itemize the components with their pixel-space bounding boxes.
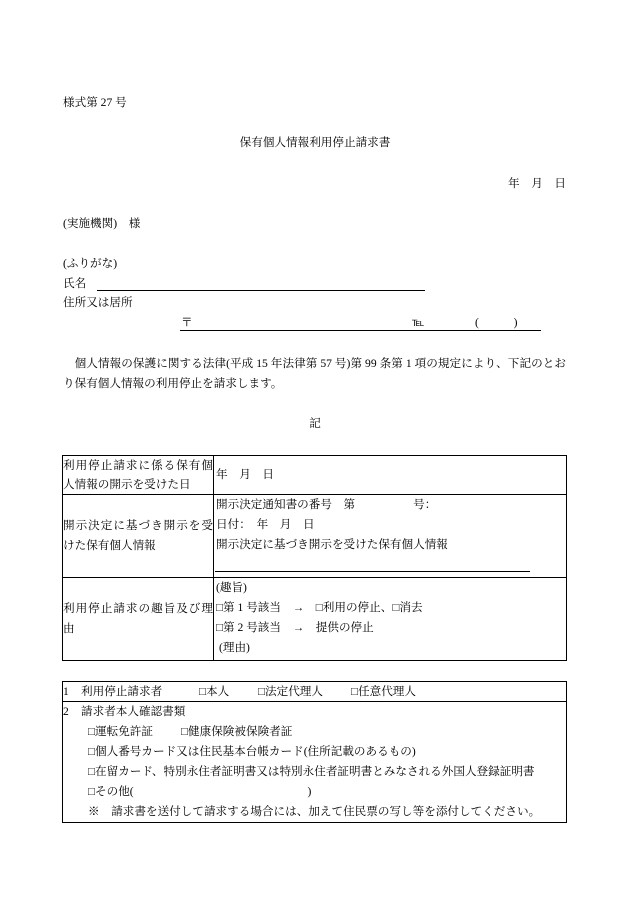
arrow-icon: →: [292, 621, 305, 634]
details-table: [62, 455, 567, 661]
id-documents-label: 請求者本人確認書類: [81, 705, 186, 718]
mail-request-note: ※ 請求書を送付して請求する場合には、加えて住民票の写し等を添付してください。: [88, 805, 541, 818]
record-heading: 記: [309, 417, 321, 430]
address-field[interactable]: [180, 330, 541, 331]
item-2-result: 提供の停止: [315, 621, 374, 634]
checkbox-my-number-card[interactable]: □個人番号カード又は住民基本台帳カード(住所記載のあるもの): [88, 745, 416, 758]
disclosure-date-value: 年 月 日: [216, 468, 274, 481]
request-date: 年 月 日: [508, 177, 566, 190]
disclosed-info-label-cell: [63, 495, 214, 577]
checkbox-erase[interactable]: □消去: [392, 601, 423, 614]
reason-heading: (理由): [219, 641, 250, 654]
form-title: 保有個人情報利用停止請求書: [239, 136, 391, 149]
disclosed-info-caption: 開示決定に基づき開示を受けた保有個人情報: [216, 538, 448, 551]
postal-code-mark: 〒: [181, 316, 193, 329]
address-label: 住所又は居所: [63, 296, 133, 309]
checkbox-legal-representative[interactable]: □法定代理人: [258, 685, 323, 698]
addressee: (実施機関) 様: [63, 217, 141, 230]
checkbox-other-document[interactable]: □その他( ): [88, 785, 312, 798]
requester-type-number: 1: [63, 685, 69, 698]
checkbox-drivers-license[interactable]: □運転免許証: [88, 725, 153, 738]
arrow-icon: →: [292, 601, 305, 614]
telephone-area-code-parens: ( ): [475, 316, 518, 329]
checkbox-stop-use[interactable]: □利用の停止: [315, 601, 381, 614]
disclosed-info-row: [63, 495, 566, 578]
purpose-heading: (趣旨): [216, 581, 247, 594]
disclosed-info-field[interactable]: [215, 571, 530, 572]
purpose-item-2-line: [216, 618, 566, 638]
checkbox-self[interactable]: □本人: [199, 685, 230, 698]
purpose-reason-label-cell: [63, 578, 214, 660]
checkbox-item-1[interactable]: □第 1 号該当: [216, 601, 281, 614]
disclosure-date-value-cell[interactable]: [214, 456, 566, 494]
name-label: 氏名: [63, 277, 87, 290]
checkbox-voluntary-representative[interactable]: □任意代理人: [351, 685, 416, 698]
checkbox-residence-card[interactable]: □在留カード、特別永住者証明書又は特別永住者証明書とみなされる外国人登録証明書: [88, 765, 535, 778]
purpose-reason-label: 利用停止請求の趣旨及び理由: [63, 602, 213, 635]
name-field[interactable]: [97, 290, 425, 291]
form-number: 様式第 27 号: [63, 96, 127, 109]
disclosure-date-label: 利用停止請求に係る保有個人情報の開示を受けた日: [63, 459, 213, 491]
disclosed-info-value-cell: [214, 495, 566, 577]
checkbox-item-2[interactable]: □第 2 号該当: [216, 621, 281, 634]
requester-type-label: 利用停止請求者: [81, 685, 163, 698]
requester-table: [62, 681, 567, 823]
telephone-mark: ℡: [412, 316, 425, 329]
id-documents-number: 2: [63, 705, 69, 718]
disclosure-date-row: [63, 456, 566, 495]
disclosed-info-label: 開示決定に基づき開示を受けた保有個人情報: [63, 519, 213, 552]
notice-number-line[interactable]: 開示決定通知書の番号 第 号：: [216, 498, 437, 511]
purpose-reason-row: [63, 578, 566, 660]
furigana-label: (ふりがな): [63, 257, 118, 270]
notice-date-line[interactable]: 日付： 年 月 日: [216, 518, 315, 531]
disclosure-date-label-cell: [63, 456, 214, 494]
purpose-item-1-line: [216, 598, 566, 618]
purpose-reason-value-cell: [214, 578, 566, 660]
id-documents-row: [63, 702, 566, 822]
option-separator: 、: [380, 601, 393, 614]
intro-paragraph: 個人情報の保護に関する法律(平成 15 年法律第 57 号)第 99 条第 1 項の規定により、下記のとおり保有個人情報の利用停止を請求します。: [63, 357, 566, 390]
checkbox-health-insurance-card[interactable]: □健康保険被保険者証: [181, 725, 293, 738]
requester-type-row: [63, 682, 566, 702]
